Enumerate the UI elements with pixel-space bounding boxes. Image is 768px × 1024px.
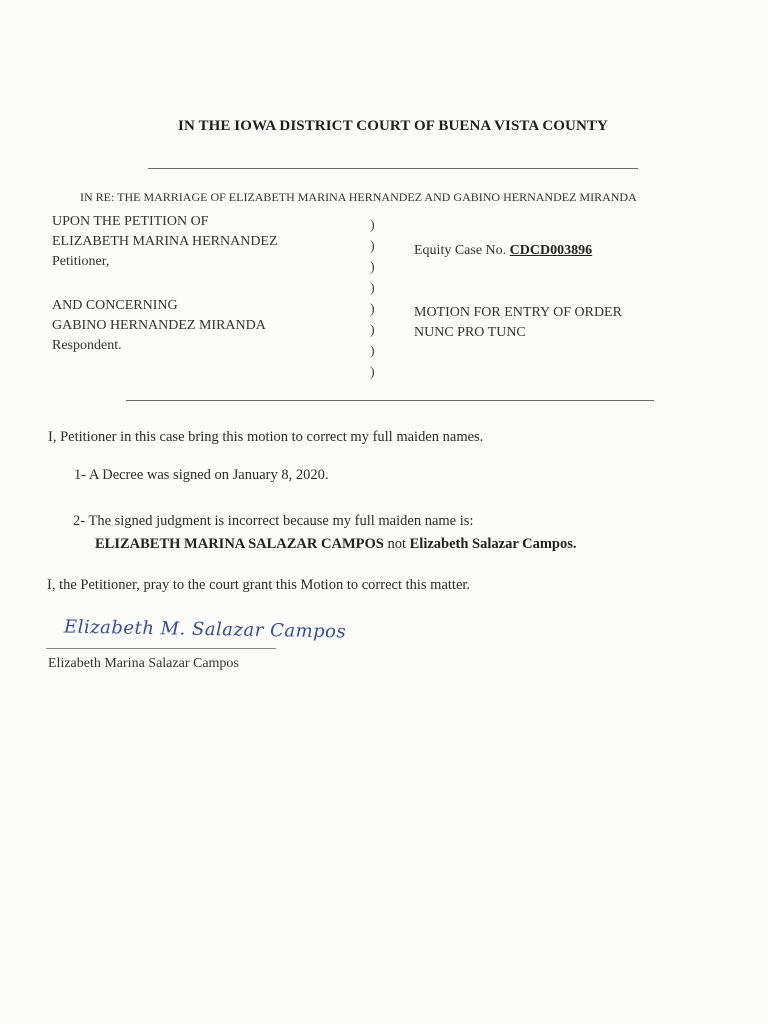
item1-marker: 1- [74, 467, 87, 483]
caption-paren: ) [370, 260, 375, 275]
petitioner-role: Petitioner, [52, 254, 110, 269]
signer-printed-name: Elizabeth Marina Salazar Campos [48, 656, 239, 671]
caption-paren: ) [370, 344, 375, 359]
caption-paren: ) [370, 323, 375, 338]
respondent-block [52, 296, 266, 356]
list-item-2-names [95, 536, 577, 553]
item1-text: A Decree was signed on January 8, 2020. [88, 467, 329, 483]
list-item-2 [73, 513, 473, 530]
motion-title-line1: MOTION FOR ENTRY OF ORDER [414, 305, 622, 320]
list-item-1 [74, 467, 329, 484]
intro-paragraph: I, Petitioner in this case bring this motion to correct my full maiden names. [48, 429, 484, 445]
court-title: IN THE IOWA DISTRICT COURT OF BUENA VISTA COUNTY [178, 118, 608, 134]
correct-name: ELIZABETH MARINA SALAZAR CAMPOS [95, 536, 384, 552]
incorrect-name: Elizabeth Salazar Campos. [409, 536, 577, 552]
caption-paren: ) [370, 281, 375, 296]
petition-line: UPON THE PETITION OF [52, 214, 209, 229]
caption-paren: ) [370, 239, 375, 254]
caption-paren: ) [370, 302, 375, 317]
in-re-line: IN RE: THE MARRIAGE OF ELIZABETH MARINA HERNANDEZ AND GABINO HERNANDEZ MIRANDA [80, 190, 637, 204]
handwritten-signature: Elizabeth M. Salazar Campos [63, 616, 347, 643]
concerning-line: AND CONCERNING [52, 298, 178, 313]
motion-title [414, 303, 622, 343]
case-label: Equity Case No. [414, 243, 507, 258]
respondent-role: Respondent. [52, 338, 122, 353]
not-word: not [387, 536, 406, 552]
case-number-line [414, 241, 592, 261]
item2-text: The signed judgment is incorrect because my full maiden name is: [88, 513, 474, 529]
item2-marker: 2- [73, 513, 86, 529]
title-divider [148, 168, 638, 169]
motion-title-line2: NUNC PRO TUNC [414, 325, 526, 340]
signature-line [46, 648, 276, 649]
petitioner-name: ELIZABETH MARINA HERNANDEZ [52, 234, 278, 249]
case-number: CDCD003896 [509, 243, 593, 258]
caption-divider [126, 400, 654, 401]
caption-paren: ) [370, 365, 375, 380]
petitioner-block [52, 212, 278, 272]
caption-paren: ) [370, 218, 375, 233]
prayer-paragraph: I, the Petitioner, pray to the court grant this Motion to correct this matter. [47, 577, 471, 593]
respondent-name: GABINO HERNANDEZ MIRANDA [52, 318, 266, 333]
